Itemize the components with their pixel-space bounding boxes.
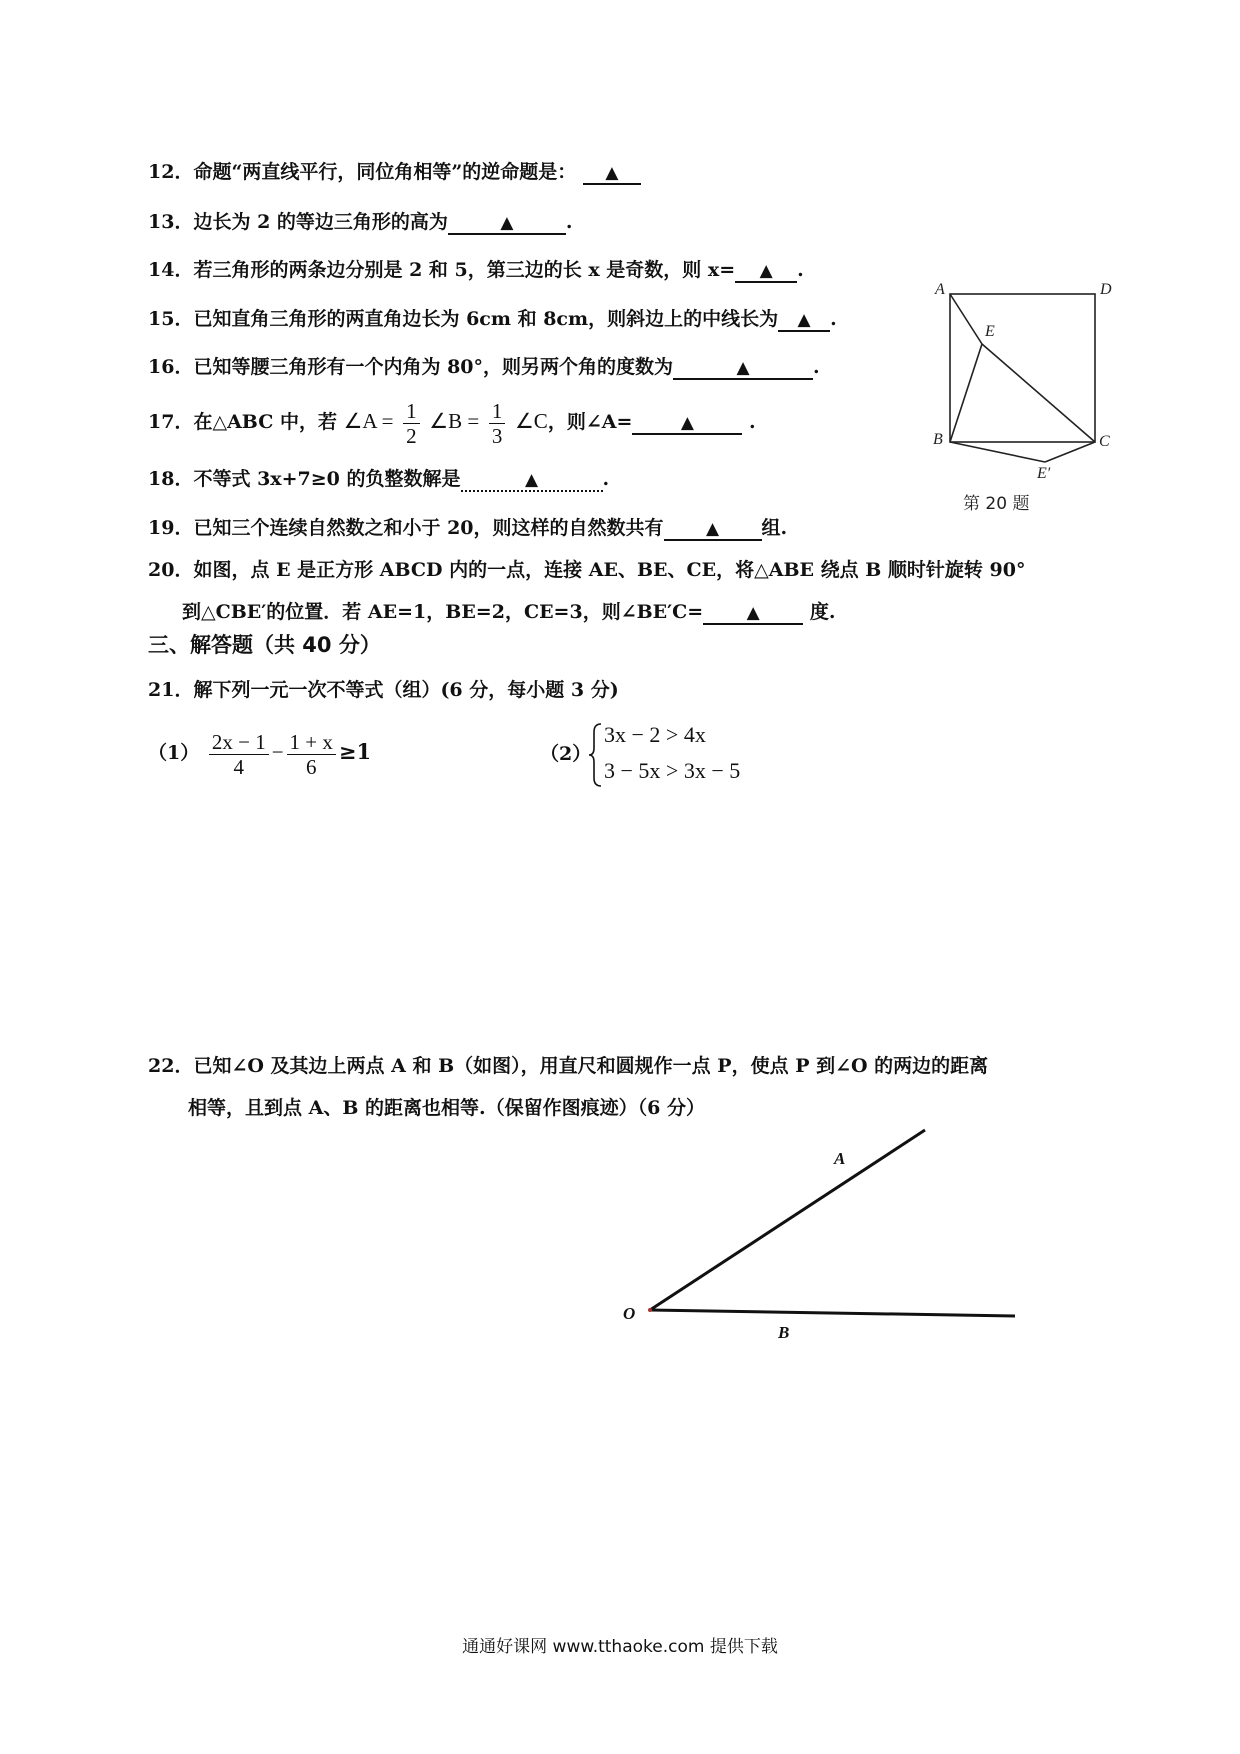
answer-blank[interactable]: ▲ [778,309,830,332]
question-22-line2: 相等，且到点 A、B 的距离也相等.（保留作图痕迹）（6 分） [188,1097,705,1119]
figure-20 [925,280,1135,520]
label-c: C [1099,433,1110,450]
point-o [648,1308,652,1312]
answer-blank[interactable]: ▲ [664,518,762,541]
segment-be [950,344,982,442]
segment-ae [950,294,982,344]
question-21-part2-label: （2） [540,743,592,765]
question-13: 13．边长为 2 的等边三角形的高为 ▲ . [148,211,573,233]
figure-20-caption: 第 20 题 [963,494,1030,514]
answer-blank[interactable]: ▲ [632,412,742,435]
question-15: 15．已知直角三角形的两直角边长为 6cm 和 8cm，则斜边上的中线长为 ▲ . [148,308,837,330]
system-brace [588,722,604,788]
page-footer: 通通好课网 www.tthaoke.com 提供下载 [462,1637,778,1657]
question-16: 16．已知等腰三角形有一个内角为 80°，则另两个角的度数为 ▲ . [148,356,820,378]
ray-oa [650,1130,925,1310]
ray-ob [650,1310,1015,1316]
question-19: 19．已知三个连续自然数之和小于 20，则这样的自然数共有 ▲ 组. [148,517,788,539]
fraction-one-half: $\frac{1}{2}$ [403,399,420,448]
question-14: 14．若三角形的两条边分别是 2 和 5，第三边的长 x 是奇数，则 x= ▲ . [148,259,804,281]
answer-blank[interactable]: ▲ [673,357,813,380]
figure-22-angle [600,1120,1040,1340]
question-20: 20．如图，点 E 是正方形 ABCD 内的一点，连接 AE、BE、CE，将△ABE 绕点 B 顺时针旋转 90° [148,559,1026,581]
question-12: 12．命题“两直线平行，同位角相等”的逆命题是： ▲ [148,160,641,185]
segment-ce [982,344,1095,442]
question-18: 18．不等式 3x+7≥0 的负整数解是 ▲ . [148,468,610,490]
segment-be-prime [950,442,1045,462]
system-line-2: 3 − 5x > 3x − 5 [604,758,741,783]
question-22-line1: 22．已知∠O 及其边上两点 A 和 B（如图），用直尺和圆规作一点 P，使点 P 到∠O 的两边的距离 [148,1055,989,1077]
label-a: A [834,1149,846,1168]
answer-blank[interactable]: ▲ [448,212,566,235]
question-21: 21．解下列一元一次不等式（组）(6 分，每小题 3 分) [148,679,619,701]
square-abcd [950,294,1095,442]
label-b: B [933,431,943,448]
question-17: 17．在△ABC 中，若 ∠A = $\frac{1}{2}$ ∠B = $\frac{1}{3}$ ∠C，则∠A= ▲ . [148,398,756,448]
answer-blank[interactable]: ▲ [583,162,641,185]
fraction-2x-1-over-4: $\frac{2x - 1}{4}$ [209,730,269,779]
label-o: O [623,1304,636,1323]
question-21-part1: （1） $\frac{2x - 1}{4}$ − $\frac{1 + x}{6}$ ≥1 [148,729,372,779]
label-e: E [985,323,995,340]
label-d: D [1100,281,1112,298]
segment-ce-prime [1045,442,1095,462]
fraction-1+x-over-6: $\frac{1 + x}{6}$ [287,730,336,779]
answer-blank[interactable]: ▲ [461,469,603,492]
label-b: B [778,1323,790,1340]
answer-blank[interactable]: ▲ [735,260,797,283]
section-3-title: 三、解答题（共 40 分） [148,633,381,657]
label-e-prime: E′ [1037,465,1051,482]
system-line-1: 3x − 2 > 4x [604,722,706,747]
question-20-cont: 到△CBE′的位置．若 AE=1，BE=2，CE=3，则∠BE′C= ▲ 度. [182,601,836,623]
answer-blank[interactable]: ▲ [703,602,803,625]
fraction-one-third: $\frac{1}{3}$ [489,399,506,448]
label-a: A [935,281,945,298]
